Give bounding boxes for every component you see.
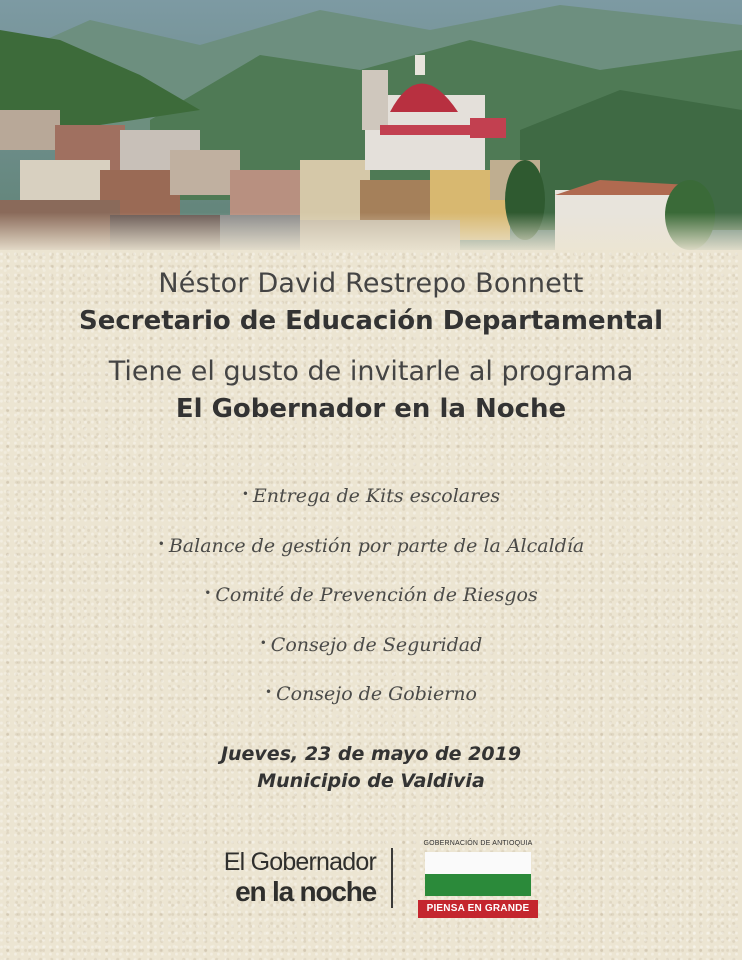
agenda-item-label: Consejo de Gobierno [276, 683, 477, 705]
town-photo-icon [0, 0, 742, 250]
governorate-logo [416, 840, 540, 918]
agenda-item [0, 528, 742, 578]
program-logo [196, 848, 376, 906]
event-date: Jueves, 23 de mayo de 2019 [220, 743, 522, 765]
bullet-icon: • [204, 586, 212, 600]
agenda-item [0, 478, 742, 528]
host-role: Secretario de Educación Departamental [78, 306, 664, 336]
invitation-line: Tiene el gusto de invitarle al programa [108, 356, 634, 387]
antioquia-flag-icon [425, 852, 531, 896]
gov-title: GOBERNACIÓN DE ANTIOQUIA [423, 840, 533, 847]
agenda-item-label: Entrega de Kits escolares [252, 485, 501, 507]
gov-slogan: PIENSA EN GRANDE [418, 900, 538, 918]
host-name: Néstor David Restrepo Bonnett [158, 268, 584, 299]
agenda-item-label: Consejo de Seguridad [270, 633, 483, 656]
bullet-icon: • [259, 635, 267, 650]
header-photo [0, 0, 742, 250]
program-logo-line1: El Gobernador [223, 848, 376, 876]
agenda-item-label: Comité de Prevención de Riesgos [215, 584, 538, 606]
bullet-icon: • [265, 685, 273, 699]
agenda-list [0, 478, 742, 726]
agenda-item [0, 627, 742, 677]
agenda-item-label: Balance de gestión por parte de la Alcaldía [168, 534, 585, 557]
agenda-item [0, 676, 742, 726]
flag-white-stripe [425, 852, 531, 874]
event-place: Municipio de Valdivia [257, 770, 485, 792]
program-title: El Gobernador en la Noche [175, 394, 567, 424]
bullet-icon: • [157, 536, 165, 551]
bullet-icon: • [241, 487, 249, 501]
program-logo-line2: en la noche [235, 876, 376, 907]
logo-divider [391, 848, 393, 908]
flag-green-stripe [425, 874, 531, 896]
agenda-item [0, 577, 742, 627]
